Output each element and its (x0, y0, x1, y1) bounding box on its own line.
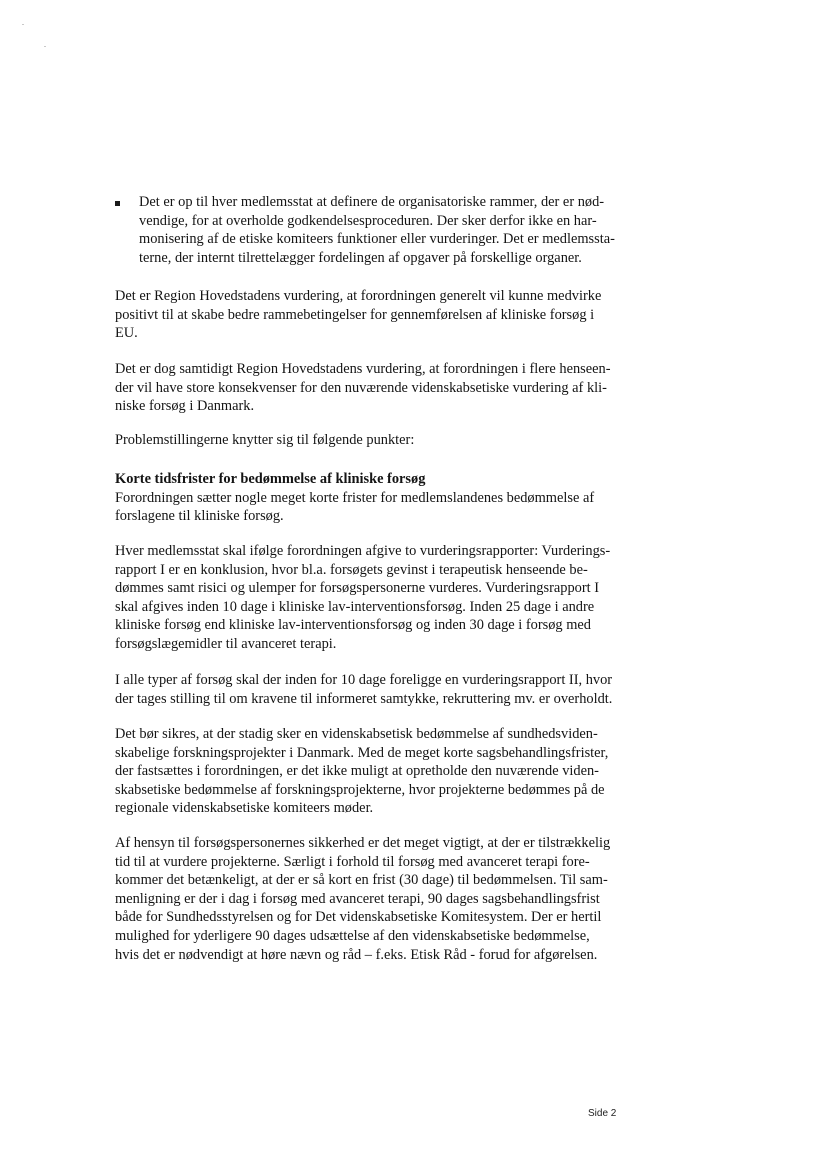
text-line: vendige, for at overholde godkendelsesproceduren. Der sker derfor ikke en har- (139, 212, 597, 229)
text-line: Af hensyn til forsøgspersonernes sikkerhed er det meget vigtigt, at der er tilstrækkelig (115, 835, 611, 851)
text-line: Det er op til hver medlemsstat at definere de organisatoriske rammer, der er nød- (139, 194, 605, 210)
text-line: der fastsættes i forordningen, er det ikke muligt at opretholde den nuværende viden- (115, 763, 599, 780)
text-line: rapport I er en konklusion, hvor bl.a. forsøgets gevinst i terapeutisk henseende be- (115, 561, 588, 578)
text-line: der tages stilling til om kravene til informeret samtykke, rekruttering mv. er overholdt. (115, 690, 613, 707)
paragraph (115, 671, 620, 708)
text-line: Det er dog samtidigt Region Hovedstadens vurdering, at forordningen i flere henseen- (115, 361, 611, 377)
text-line: positivt til at skabe bedre rammebetingelser for gennemførelsen af kliniske forsøg i (115, 306, 595, 323)
text-line: skabsetiske bedømmelse af forskningsprojekterne, hvor projekterne bedømmes på de (115, 781, 605, 798)
text-line: Hver medlemsstat skal ifølge forordningen afgive to vurderingsrapporter: Vurderings- (115, 543, 611, 559)
section (115, 470, 620, 526)
scan-speck (44, 46, 46, 47)
text-line: Det er Region Hovedstadens vurdering, at forordningen generelt vil kunne medvirke (115, 288, 602, 304)
text-line: kliniske forsøg end kliniske lav-interventionsforsøg og inden 30 dage i forsøg med (115, 617, 592, 634)
text-line: forslagene til kliniske forsøg. (115, 508, 284, 525)
text-line: regionale videnskabsetiske komiteers møder. (115, 800, 374, 817)
text-line: skabelige forskningsprojekter i Danmark. Med de meget korte sagsbehandlingsfrister, (115, 744, 609, 761)
bullet-paragraph (115, 193, 620, 267)
text-line: EU. (115, 325, 138, 342)
text-line: Forordningen sætter nogle meget korte frister for medlemslandenes bedømmelse af (115, 489, 595, 506)
text-line: niske forsøg i Danmark. (115, 398, 255, 415)
text-line: menligning er der i dag i forsøg med avanceret terapi, 90 dages sagsbehandlingsfrist (115, 890, 600, 907)
paragraph (115, 431, 620, 450)
text-line: I alle typer af forsøg skal der inden for 10 dage foreligge en vurderingsrapport II, hvor (115, 672, 613, 688)
page-number: Side 2 (588, 1108, 617, 1119)
text-line: Problemstillingerne knytter sig til følgende punkter: (115, 432, 415, 448)
paragraph (115, 360, 620, 416)
text-line: kommer det betænkeligt, at der er så kort en frist (30 dage) til bedømmelsen. Til sam- (115, 872, 608, 889)
text-line: mulighed for yderligere 90 dages udsættelse af den videnskabsetiske bedømmelse, (115, 927, 590, 944)
text-line: dømmes samt risici og ulemper for forsøgspersonerne vurderes. Vurderingsrapport I (115, 580, 600, 597)
scan-speck (22, 24, 24, 25)
paragraph (115, 725, 620, 818)
text-line: tid til at vurdere projekterne. Særligt i forhold til forsøg med avanceret terapi fore- (115, 853, 590, 870)
paragraph (115, 287, 620, 343)
paragraph (115, 542, 620, 654)
section-heading: Korte tidsfrister for bedømmelse af kliniske forsøg (115, 471, 426, 487)
text-line: forsøgslægemidler til avanceret terapi. (115, 635, 337, 652)
text-line: Det bør sikres, at der stadig sker en videnskabsetisk bedømmelse af sundhedsviden- (115, 726, 598, 742)
text-line: hvis det er nødvendigt at høre nævn og råd – f.eks. Etisk Råd - forud for afgørelsen. (115, 946, 598, 963)
text-line: både for Sundhedsstyrelsen og for Det videnskabsetiske Komitesystem. Der er hertil (115, 909, 602, 926)
text-line: monisering af de etiske komiteers funktioner eller vurderinger. Det er medlemssta- (139, 231, 615, 248)
paragraph (115, 834, 620, 964)
text-line: terne, der internt tilrettelægger fordelingen af opgaver på forskellige organer. (139, 249, 582, 266)
text-line: der vil have store konsekvenser for den nuværende videnskabsetiske vurdering af kli- (115, 379, 607, 396)
text-line: skal afgives inden 10 dage i kliniske lav-interventionsforsøg. Inden 25 dage i andre (115, 598, 595, 615)
